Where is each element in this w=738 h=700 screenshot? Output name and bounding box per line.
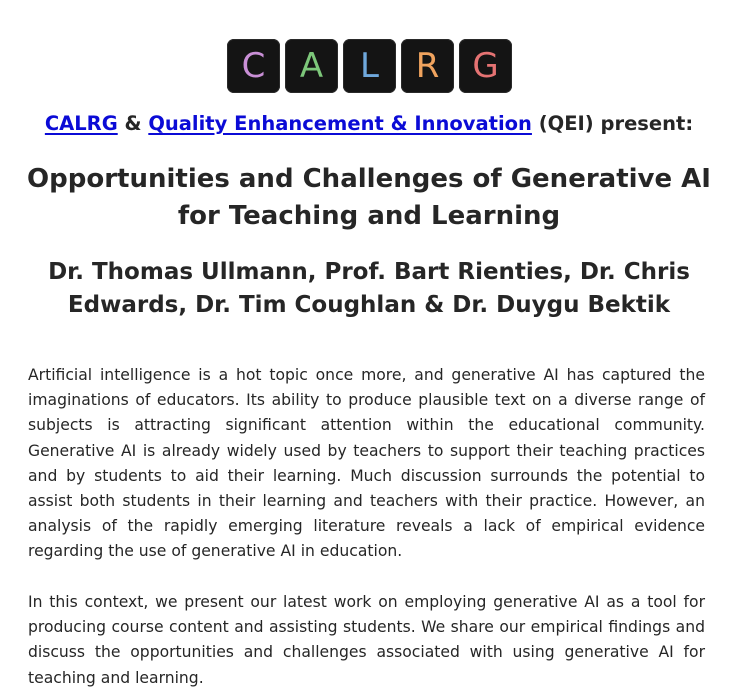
logo-letter-c: C bbox=[241, 46, 266, 86]
logo-letter-g: G bbox=[472, 46, 499, 86]
presenters-suffix: (QEI) present: bbox=[531, 112, 694, 135]
presenters-amp: & bbox=[117, 112, 149, 135]
calrg-link[interactable]: CALRG bbox=[44, 112, 118, 135]
logo-tile-g bbox=[459, 39, 512, 93]
body-paragraph-1: Artificial intelligence is a hot topic once more, and generative AI has captured the imaginations of educators. Its ability to produce plausible text on a diverse range of subjects is attracting significant attention within the educational community. Generative AI is already widely used by teachers to support their teaching practices and by students to aid their learning. Much discussion surrounds the potential to assist both students in their learning and teachers with their practice. However, an analysis of the rapidly emerging literature reveals a lack of empirical evidence regarding the use of generative AI in education. bbox=[28, 366, 705, 561]
logo-tile-c bbox=[227, 39, 280, 93]
qei-link[interactable]: Quality Enhancement & Innovation bbox=[148, 112, 532, 135]
logo-letter-a: A bbox=[299, 46, 324, 86]
event-title: Opportunities and Challenges of Generative AI for Teaching and Learning bbox=[27, 164, 711, 231]
presenters-line bbox=[0, 112, 738, 135]
speakers-list: Dr. Thomas Ullmann, Prof. Bart Rienties, Dr. Chris Edwards, Dr. Tim Coughlan & Dr. Duygu Bektik bbox=[48, 259, 690, 318]
logo-tile-r bbox=[401, 39, 454, 93]
logo-letter-r: R bbox=[415, 46, 440, 86]
logo-tile-a bbox=[285, 39, 338, 93]
calrg-logo bbox=[227, 39, 512, 93]
logo-tile-l bbox=[343, 39, 396, 93]
logo-letter-l: L bbox=[360, 46, 379, 86]
body-paragraph-2: In this context, we present our latest work on employing generative AI as a tool for producing course content and assisting students. We share our empirical findings and discuss the opportunities and challenges associated with using generative AI for teaching and learning. bbox=[28, 593, 705, 687]
